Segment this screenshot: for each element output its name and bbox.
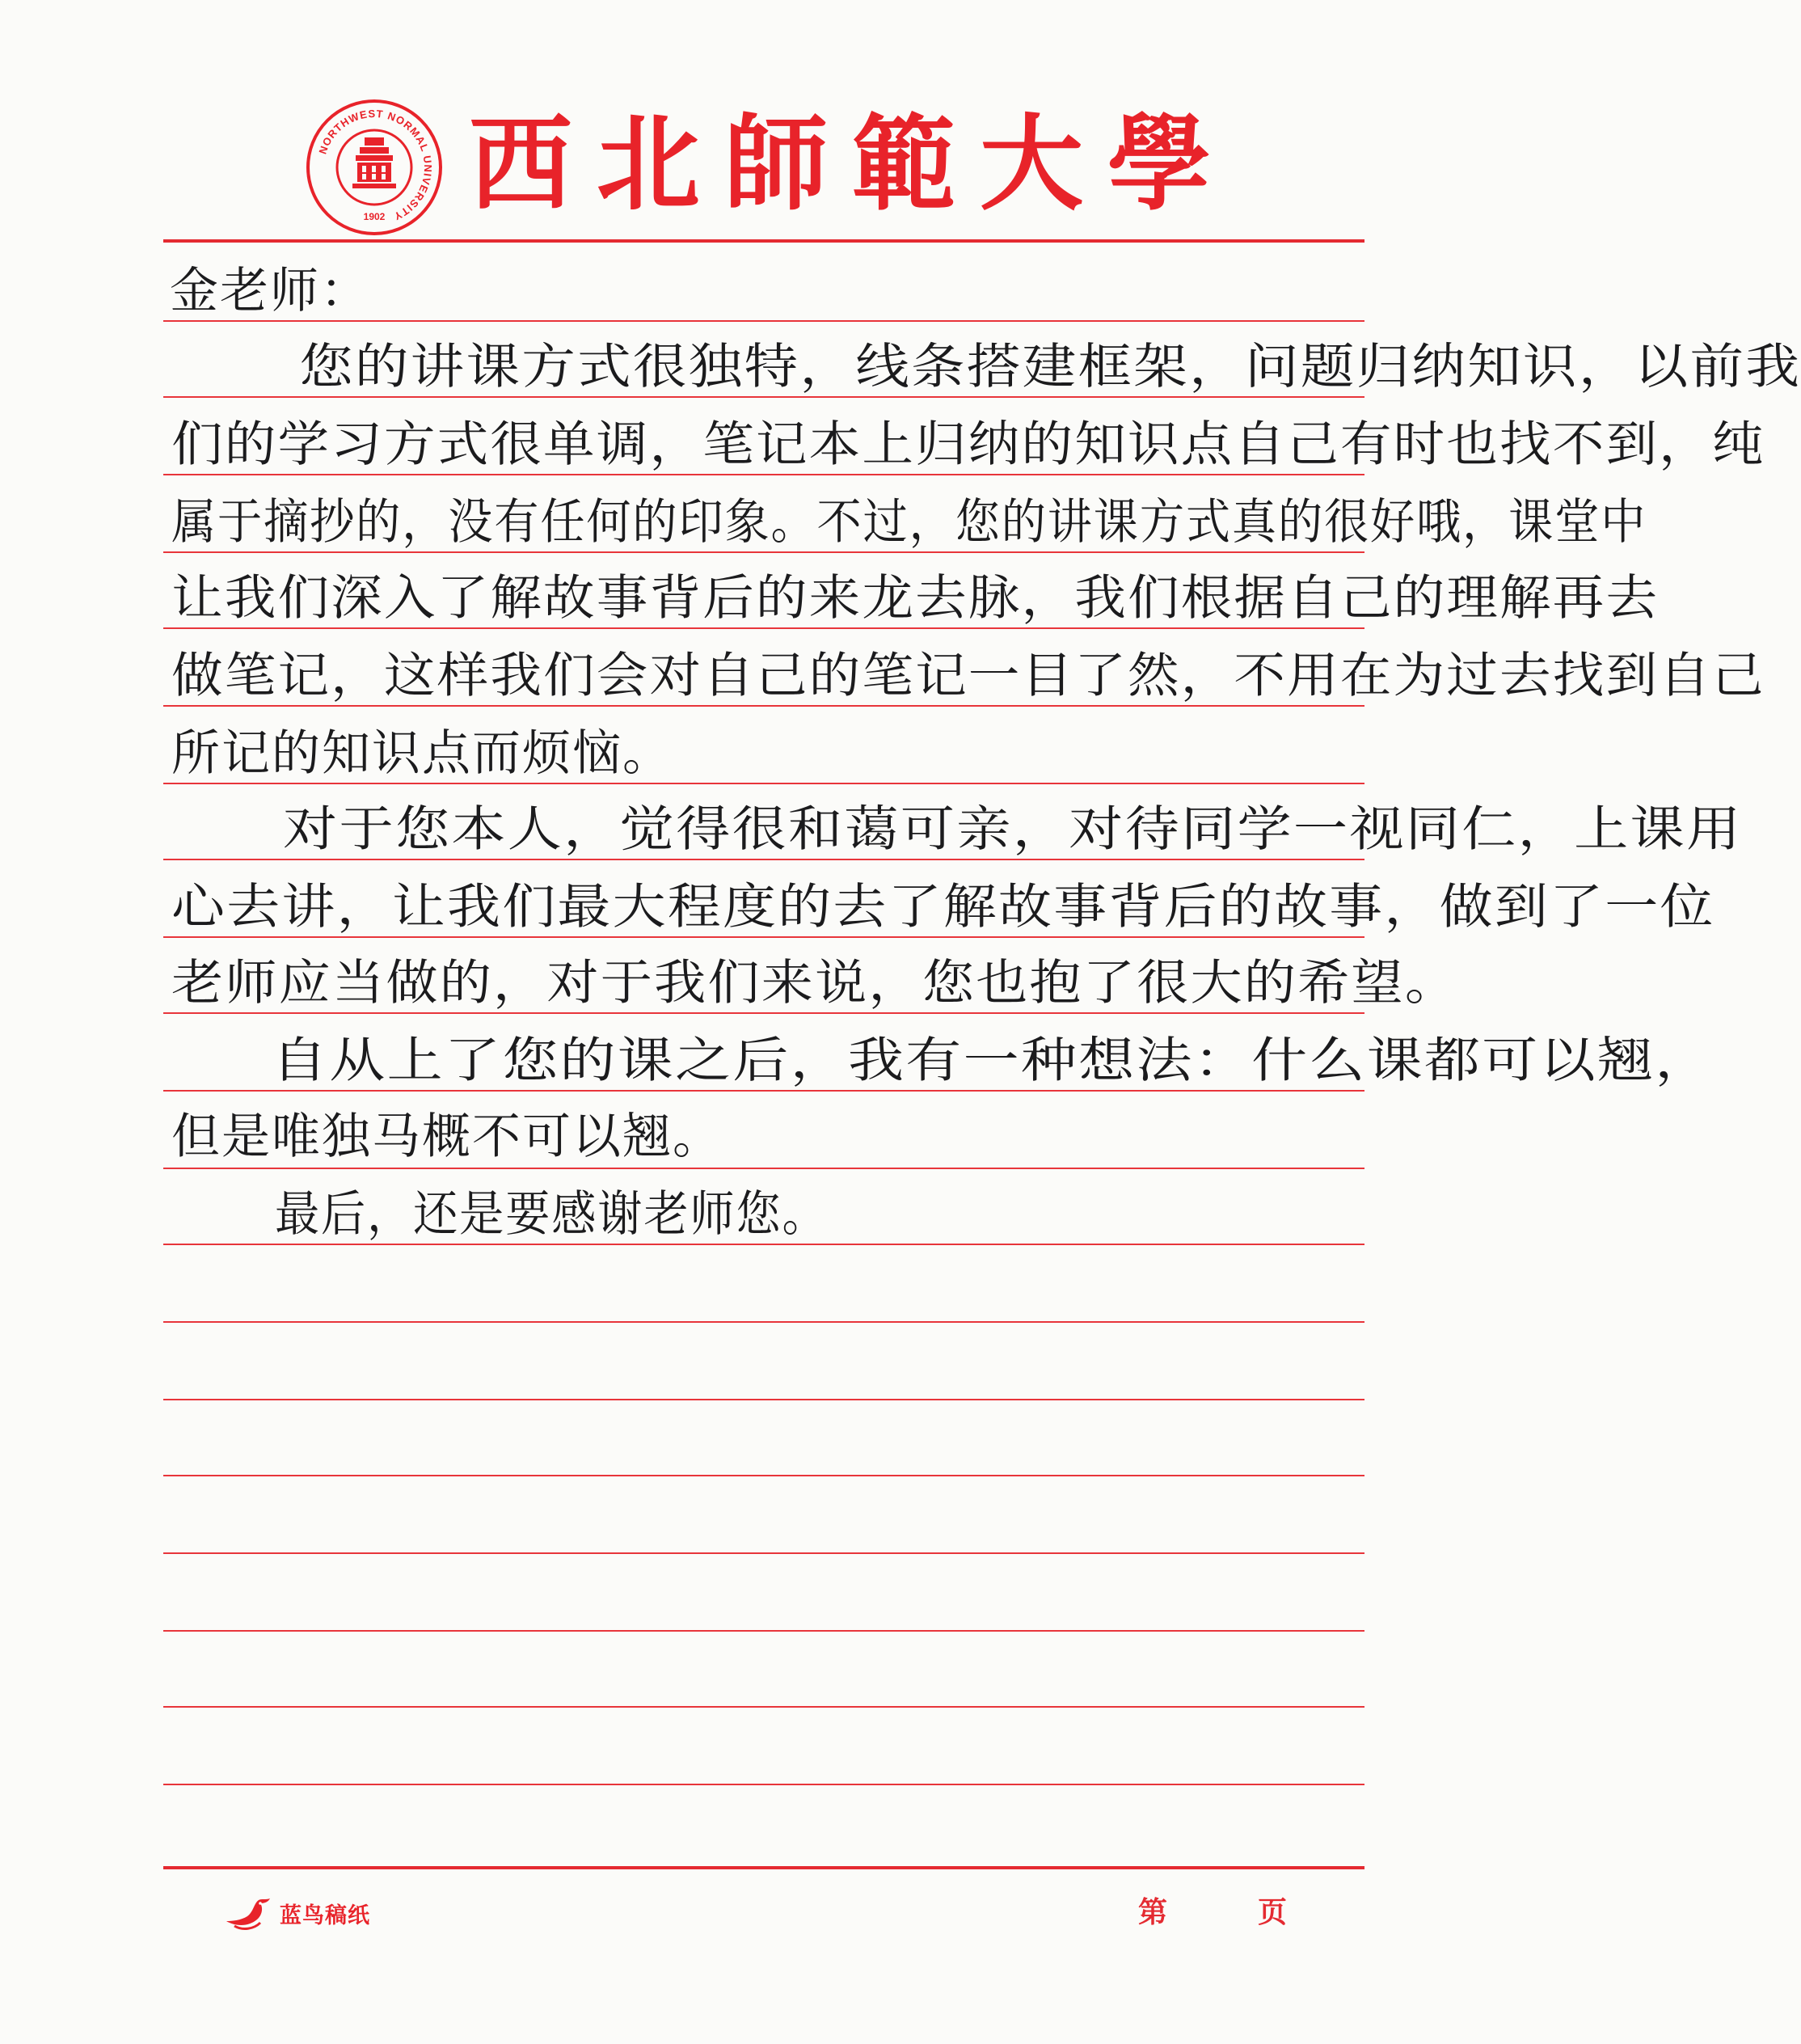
letter-line: 们的学习方式很单调，笔记本上归纳的知识点自己有时也找不到，纯 <box>171 416 1765 473</box>
bird-icon <box>223 1894 273 1932</box>
ruled-line <box>163 1475 1364 1476</box>
page-label-ye: 页 <box>1258 1895 1288 1929</box>
letter-closing: 最后，还是要感谢老师您。 <box>275 1186 829 1243</box>
ruled-line <box>163 1630 1364 1632</box>
letter-line: 属于摘抄的，没有任何的印象。不过，您的讲课方式真的很好哦，课堂中 <box>171 494 1647 551</box>
letter-line: 心去讲，让我们最大程度的去了解故事背后的故事，做到了一位 <box>171 879 1715 935</box>
letter-line: 但是唯独马概不可以翘。 <box>171 1109 723 1165</box>
footer-rule <box>163 1866 1364 1869</box>
letter-line: 您的讲课方式很独特，线条搭建框架，问题归纳知识，以前我 <box>299 339 1801 395</box>
svg-text:NORTHWEST NORMAL UNIVERSITY: NORTHWEST NORMAL UNIVERSITY <box>316 107 435 223</box>
svg-text:1902: 1902 <box>363 211 386 222</box>
letter-line: 自从上了您的课之后，我有一种想法：什么课都可以翘， <box>272 1033 1713 1089</box>
brand-mark <box>223 1892 370 1934</box>
letter-line: 所记的知识点而烦恼。 <box>171 725 673 782</box>
letter-line: 老师应当做的，对于我们来说，您也抱了很大的希望。 <box>171 955 1459 1011</box>
letter-line: 对于您本人，觉得很和蔼可亲，对待同学一视同仁，上课用 <box>283 801 1743 858</box>
brand-label: 蓝鸟稿纸 <box>280 1903 370 1928</box>
page-label-di: 第 <box>1138 1895 1168 1929</box>
letter-line: 做笔记，这样我们会对自己的笔记一目了然，不用在为过去找到自己 <box>171 648 1765 704</box>
ruled-line <box>163 1784 1364 1785</box>
university-seal-logo <box>306 99 443 236</box>
letter-line: 让我们深入了解故事背后的来龙去脉，我们根据自己的理解再去 <box>171 570 1660 627</box>
letter-salutation: 金老师： <box>170 263 370 319</box>
ruled-line <box>163 1552 1364 1554</box>
ruled-line <box>163 1706 1364 1708</box>
university-name-logotype: 西北師範大學 <box>469 103 1236 225</box>
ruled-line <box>163 1321 1364 1323</box>
ruled-line <box>163 1399 1364 1400</box>
header-rule <box>163 239 1364 243</box>
